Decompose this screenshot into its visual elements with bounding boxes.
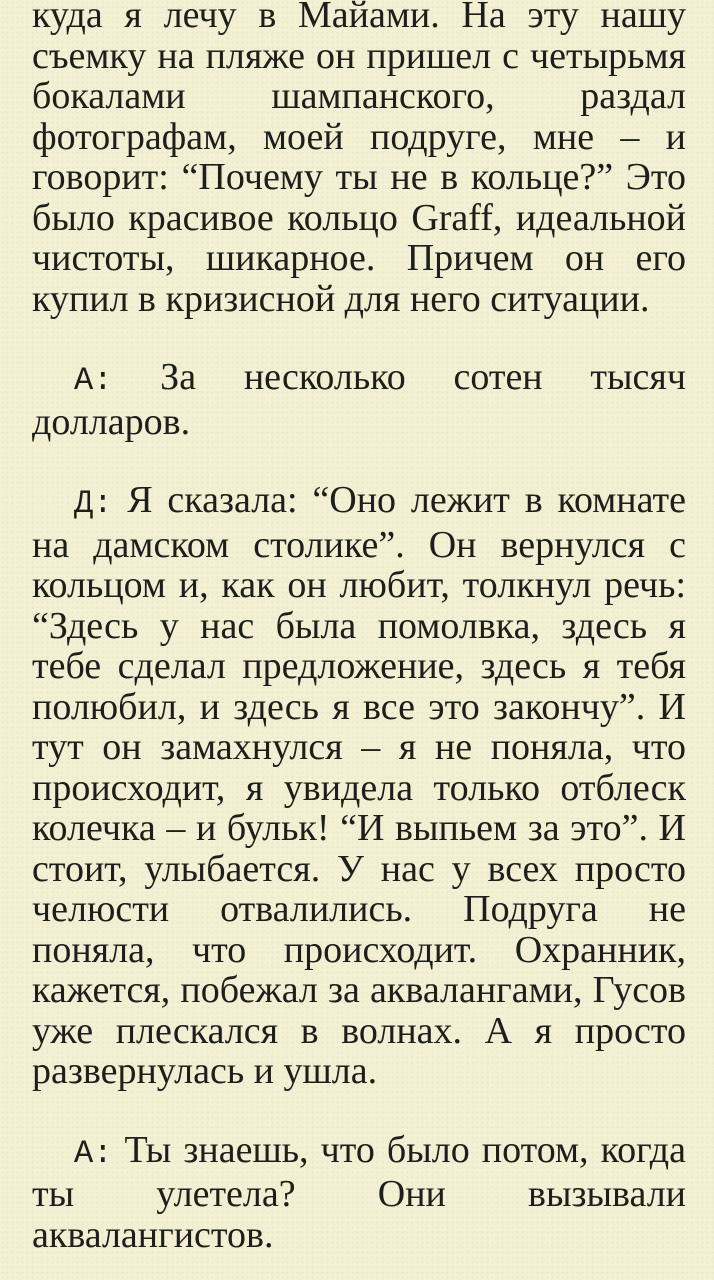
speaker-label: Д: <box>74 485 113 522</box>
paragraph-dialogue <box>32 1130 686 1256</box>
paragraph-text: куда я лечу в Майами. На эту нашу съемку на пляже он пришел с четырьмя бокалами шампанского, раздал фотографам, моей подруге, мне – и говорит: “Почему ты не в кольце?” Это было красивое кольцо Graff, идеальной чистоты, шикарное. Причем он его купил в кризисной для него ситуации. <box>32 0 686 320</box>
speaker-label: А: <box>74 1134 113 1172</box>
paragraph-text: Я сказала: “Оно лежит в комнате на дамском столике”. Он вернулся с кольцом и, как он любит, толкнул речь: “Здесь у нас была помолвка, здесь я тебе сделал предложение, здесь я тебя полюбил, и здесь я все это закончу”. И тут он замахнулся – я не поняла, что происходит, я увидела только отблеск колечка – и бульк! “И выпьем за это”. И стоит, улыбается. У нас у всех просто челюсти отвалились. Подруга не поняла, что происходит. Охранник, кажется, побежал за аквалангами, Гусов уже плескался в волнах. А я просто развернулась и ушла. <box>32 479 686 1092</box>
paragraph-dialogue <box>32 480 686 1092</box>
paragraph-dialogue <box>32 357 686 442</box>
paragraph-continuation <box>32 0 686 319</box>
paragraph-text: За несколько сотен тысяч долларов. <box>32 356 686 443</box>
paragraph-text: Ты знаешь, что было потом, когда ты улетела? Они вызывали аквалангистов. <box>32 1128 686 1256</box>
speaker-label: А: <box>74 362 113 399</box>
